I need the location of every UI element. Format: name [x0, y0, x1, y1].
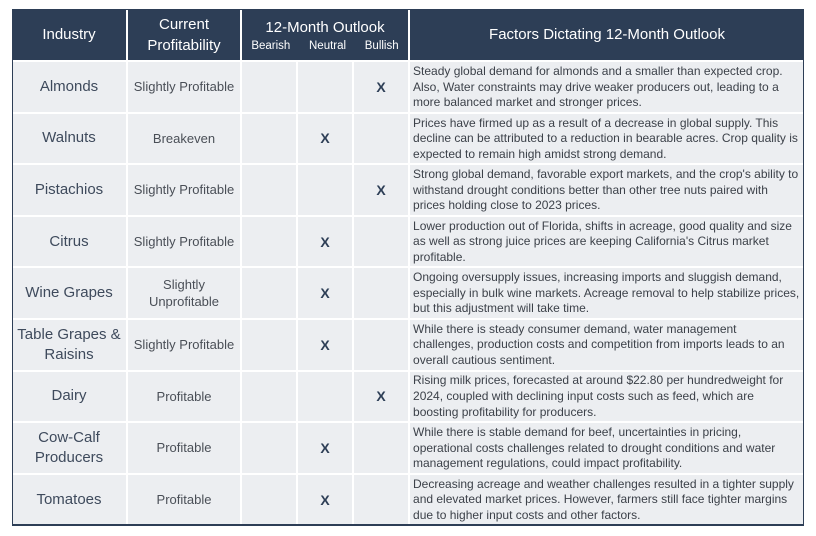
- factors-cell: [409, 267, 804, 319]
- outlook-bearish-cell: [241, 267, 297, 319]
- table-row: [12, 267, 804, 319]
- factors-text: While there is steady consumer demand, water management challenges, production costs and competition from imports leads to an overall cautious sentiment.: [413, 321, 785, 368]
- outlook-mark: X: [320, 233, 330, 250]
- industry-name: Citrus: [49, 232, 89, 250]
- outlook-bearish-cell: [241, 371, 297, 423]
- outlook-bullish-cell: [353, 371, 409, 423]
- profitability-cell: [127, 474, 241, 526]
- header-factors-label: Factors Dictating 12-Month Outlook: [489, 26, 725, 43]
- factors-cell: [409, 164, 804, 216]
- header-industry: [12, 9, 127, 61]
- header-profitability: [127, 9, 241, 61]
- outlook-neutral-cell: [297, 371, 353, 423]
- header-neutral: Neutral: [309, 39, 347, 52]
- profitability-value: Slightly Profitable: [133, 234, 235, 250]
- outlook-mark: X: [320, 491, 330, 508]
- factors-cell: [409, 216, 804, 268]
- outlook-bullish-cell: [353, 113, 409, 165]
- industry-name: Tomatoes: [36, 490, 102, 508]
- industry-name: Pistachios: [34, 180, 104, 198]
- header-row: [12, 9, 804, 61]
- industry-cell: [12, 474, 127, 526]
- profitability-value: Profitable: [156, 440, 212, 456]
- industry-outlook-table: [12, 9, 804, 526]
- factors-text: Lower production out of Florida, shifts in acreage, good quality and size as well as strong juice prices are keeping California's Citrus market profitable.: [413, 218, 792, 264]
- factors-cell: [409, 422, 804, 474]
- outlook-bearish-cell: [241, 216, 297, 268]
- outlook-bearish-cell: [241, 164, 297, 216]
- industry-name: Dairy: [51, 387, 87, 405]
- table-row: [12, 164, 804, 216]
- industry-name: Cow-Calf Producers: [34, 428, 104, 466]
- header-factors: [409, 9, 804, 61]
- factors-text: Strong global demand, favorable export markets, and the crop's ability to withstand drought conditions better than other tree nuts paired with prices holding close to 2023 prices.: [413, 167, 799, 213]
- table-row: [12, 61, 804, 113]
- outlook-mark: X: [320, 439, 330, 456]
- header-profitability-line1: Current: [158, 15, 210, 33]
- outlook-bullish-cell: [353, 61, 409, 113]
- outlook-bullish-cell: [353, 319, 409, 371]
- profitability-value: Profitable: [156, 388, 212, 404]
- profitability-cell: [127, 164, 241, 216]
- outlook-mark: X: [376, 78, 386, 95]
- outlook-mark: X: [320, 336, 330, 353]
- outlook-neutral-cell: [297, 216, 353, 268]
- factors-cell: [409, 371, 804, 423]
- header-bullish: Bullish: [364, 39, 399, 52]
- industry-name: Table Grapes & Raisins: [17, 325, 121, 363]
- factors-cell: [409, 474, 804, 526]
- profitability-value: Profitable: [156, 492, 212, 508]
- factors-text: While there is stable demand for beef, uncertainties in pricing, operational costs challenges related to drought conditions and water management regulations, could impact profitability.: [413, 425, 776, 471]
- outlook-neutral-cell: [297, 164, 353, 216]
- profitability-value: Breakeven: [152, 130, 216, 146]
- factors-cell: [409, 113, 804, 165]
- industry-name: Almonds: [39, 77, 99, 95]
- profitability-cell: [127, 319, 241, 371]
- outlook-bullish-cell: [353, 216, 409, 268]
- outlook-neutral-cell: [297, 474, 353, 526]
- outlook-neutral-cell: [297, 319, 353, 371]
- industry-cell: [12, 113, 127, 165]
- header-industry-label: Industry: [42, 26, 96, 43]
- profitability-value: Slightly Unprofitable: [148, 277, 220, 310]
- profitability-value: Slightly Profitable: [133, 182, 235, 198]
- factors-text: Ongoing oversupply issues, increasing imports and sluggish demand, especially in bulk wine markets. Acreage removal to help stabilize prices, but this adjustment will take time.: [413, 270, 800, 316]
- profitability-cell: [127, 371, 241, 423]
- factors-text: Steady global demand for almonds and a smaller than expected crop. Also, Water constraints may drive weaker producers out, leading to a more balanced market and stronger prices.: [413, 63, 783, 110]
- factors-cell: [409, 61, 804, 113]
- table-row: [12, 113, 804, 165]
- industry-cell: [12, 216, 127, 268]
- profitability-cell: [127, 61, 241, 113]
- outlook-mark: X: [376, 388, 386, 405]
- profitability-cell: [127, 267, 241, 319]
- outlook-bullish-cell: [353, 474, 409, 526]
- factors-text: Rising milk prices, forecasted at around $22.80 per hundredweight for 2024, coupled with declining input costs such as feed, which are boosting profitability for producers.: [413, 373, 784, 419]
- factors-text: Prices have firmed up as a result of a decrease in global supply. This decline can be attributed to a reduction in bearable acres. Crop quality is expected to remain high amidst strong demand.: [413, 115, 798, 161]
- industry-name: Wine Grapes: [25, 284, 113, 302]
- header-outlook-title: 12-Month Outlook: [265, 18, 385, 36]
- table-row: [12, 422, 804, 474]
- outlook-table-container: [12, 9, 804, 526]
- table-row: [12, 474, 804, 526]
- profitability-cell: [127, 422, 241, 474]
- outlook-neutral-cell: [297, 61, 353, 113]
- outlook-bearish-cell: [241, 61, 297, 113]
- outlook-neutral-cell: [297, 422, 353, 474]
- header-profitability-line2: Profitability: [147, 36, 221, 54]
- outlook-bearish-cell: [241, 113, 297, 165]
- profitability-cell: [127, 216, 241, 268]
- industry-cell: [12, 319, 127, 371]
- industry-cell: [12, 422, 127, 474]
- outlook-mark: X: [376, 181, 386, 198]
- outlook-bearish-cell: [241, 319, 297, 371]
- factors-cell: [409, 319, 804, 371]
- industry-cell: [12, 371, 127, 423]
- outlook-bullish-cell: [353, 422, 409, 474]
- table-row: [12, 371, 804, 423]
- profitability-cell: [127, 113, 241, 165]
- header-outlook: [241, 9, 409, 61]
- outlook-bearish-cell: [241, 474, 297, 526]
- profitability-value: Slightly Profitable: [133, 337, 235, 353]
- outlook-bullish-cell: [353, 164, 409, 216]
- industry-cell: [12, 164, 127, 216]
- outlook-mark: X: [320, 130, 330, 147]
- outlook-neutral-cell: [297, 113, 353, 165]
- profitability-value: Slightly Profitable: [133, 79, 235, 95]
- header-bearish: Bearish: [251, 39, 291, 52]
- outlook-bearish-cell: [241, 422, 297, 474]
- industry-cell: [12, 61, 127, 113]
- table-row: [12, 216, 804, 268]
- outlook-mark: X: [320, 285, 330, 302]
- outlook-neutral-cell: [297, 267, 353, 319]
- factors-text: Decreasing acreage and weather challenges resulted in a tighter supply and elevated market prices. However, farmers still face tighter margins due to higher input costs and other factors.: [413, 476, 794, 522]
- industry-cell: [12, 267, 127, 319]
- table-row: [12, 319, 804, 371]
- outlook-bullish-cell: [353, 267, 409, 319]
- industry-name: Walnuts: [42, 129, 96, 147]
